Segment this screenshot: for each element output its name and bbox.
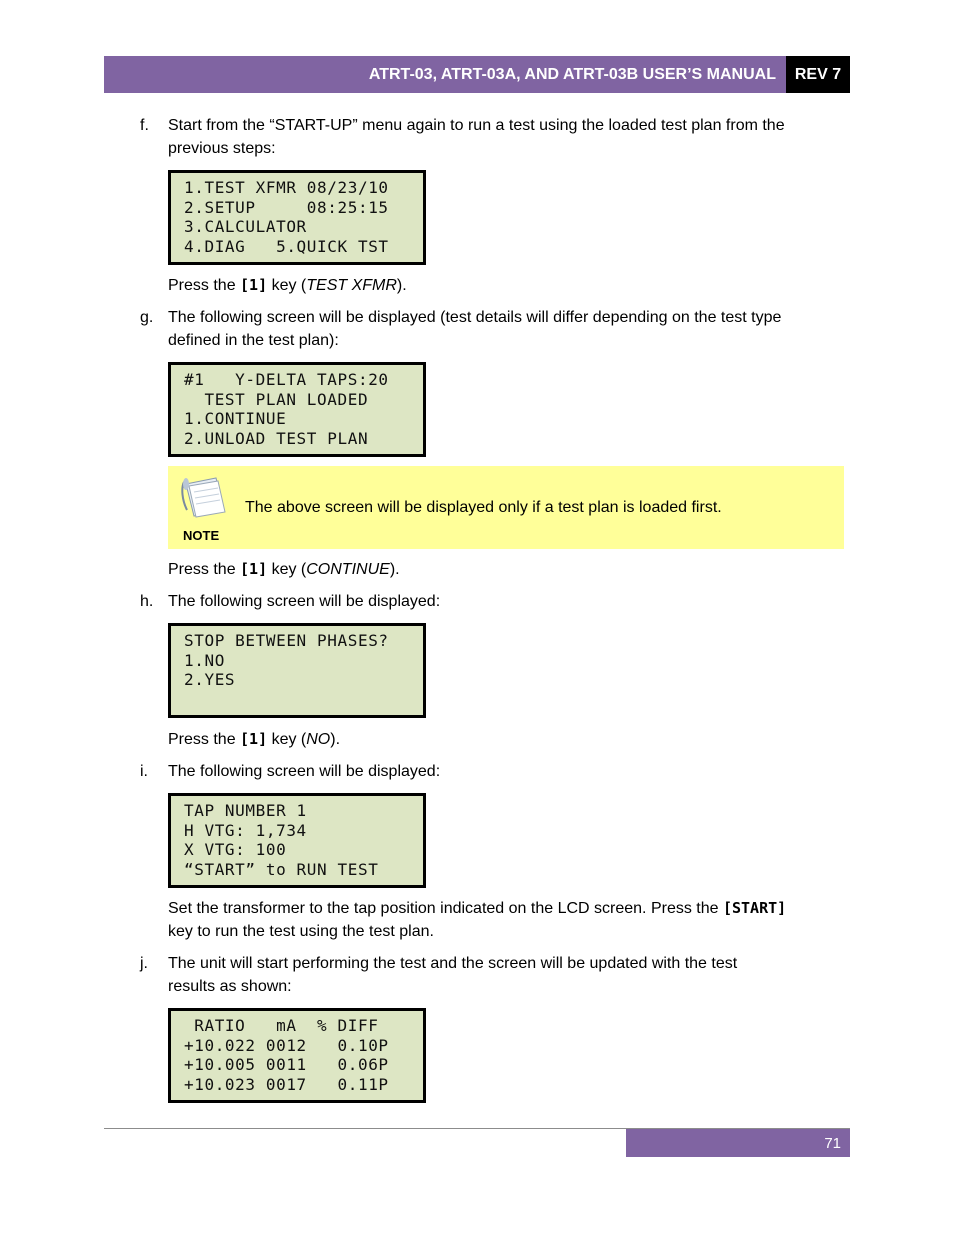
key-1-label: [1] xyxy=(240,560,268,578)
lcd-line: 1.TEST XFMR 08/23/10 xyxy=(184,178,389,197)
step-j-line1: The unit will start performing the test and the screen will be updated with the test xyxy=(168,955,738,972)
lcd-line: 4.DIAG 5.QUICK TST xyxy=(184,236,389,256)
step-f-press-instruction: Press the [1] key (TEST XFMR). xyxy=(168,276,407,294)
step-f-text xyxy=(168,114,848,160)
manual-title: ATRT-03, ATRT-03A, AND ATRT-03B USER’S MANUAL xyxy=(368,65,776,83)
lcd-start-up-menu xyxy=(168,170,426,265)
step-g-letter: g. xyxy=(140,309,154,326)
key-start-label: [START] xyxy=(722,899,787,917)
step-j-line2: results as shown: xyxy=(168,978,292,995)
lcd-line: 1.NO xyxy=(184,650,225,670)
lcd-line: TEST PLAN LOADED xyxy=(184,389,369,409)
notepad-icon xyxy=(178,474,228,520)
lcd-line: X VTG: 100 xyxy=(184,840,287,859)
note-box xyxy=(168,466,844,549)
step-i-letter: i. xyxy=(140,763,148,780)
step-j-letter: j. xyxy=(140,955,148,972)
step-h-press-instruction: Press the [1] key (NO). xyxy=(168,730,341,748)
step-f-letter: f. xyxy=(140,117,149,134)
footer-bar xyxy=(626,1129,850,1157)
note-label: NOTE xyxy=(183,528,220,543)
step-i-text: The following screen will be displayed: xyxy=(168,763,441,780)
note-text: The above screen will be displayed only if a test plan is loaded first. xyxy=(245,499,722,516)
step-i-after-line1: Set the transformer to the tap position indicated on the LCD screen. Press the [START] xyxy=(168,899,787,917)
step-j-text xyxy=(168,952,848,998)
lcd-line: STOP BETWEEN PHASES? xyxy=(184,631,389,650)
step-h-letter: h. xyxy=(140,593,154,610)
step-i-after-line2: key to run the test using the test plan. xyxy=(168,923,434,940)
step-g-line2: defined in the test plan): xyxy=(168,332,339,349)
header-title-bar xyxy=(104,56,786,93)
step-g-line1: The following screen will be displayed (test details will differ depending on the test type xyxy=(168,309,782,326)
step-f-line2: previous steps: xyxy=(168,140,276,157)
lcd-line: TAP NUMBER 1 xyxy=(184,801,307,820)
key-1-label: [1] xyxy=(240,276,268,294)
lcd-stop-between-phases xyxy=(168,623,426,718)
lcd-line: 1.CONTINUE xyxy=(184,409,287,428)
lcd-line: “START” to RUN TEST xyxy=(184,859,379,879)
revision-badge: REV 7 xyxy=(786,56,850,93)
lcd-test-results xyxy=(168,1008,426,1103)
lcd-line: H VTG: 1,734 xyxy=(184,820,307,840)
step-h-text: The following screen will be displayed: xyxy=(168,593,441,610)
lcd-line: +10.023 0017 0.11P xyxy=(184,1074,389,1094)
lcd-line: 3.CALCULATOR xyxy=(184,217,307,236)
lcd-test-plan-loaded xyxy=(168,362,426,457)
step-g-press-instruction: Press the [1] key (CONTINUE). xyxy=(168,560,400,578)
lcd-line: +10.022 0012 0.10P xyxy=(184,1035,389,1055)
lcd-line: 2.YES xyxy=(184,670,236,689)
step-f-line1: Start from the “START-UP” menu again to run a test using the loaded test plan from the xyxy=(168,117,785,134)
lcd-line: +10.005 0011 0.06P xyxy=(184,1055,389,1074)
key-1-label: [1] xyxy=(240,730,268,748)
lcd-line: #1 Y-DELTA TAPS:20 xyxy=(184,370,389,389)
lcd-line: 2.SETUP 08:25:15 xyxy=(184,197,389,217)
lcd-line: RATIO mA % DIFF xyxy=(184,1016,379,1035)
page-number: 71 xyxy=(824,1134,841,1152)
lcd-tap-number xyxy=(168,793,426,888)
step-i-after-text xyxy=(168,897,848,943)
step-g-text xyxy=(168,306,848,352)
lcd-line: 2.UNLOAD TEST PLAN xyxy=(184,428,369,448)
